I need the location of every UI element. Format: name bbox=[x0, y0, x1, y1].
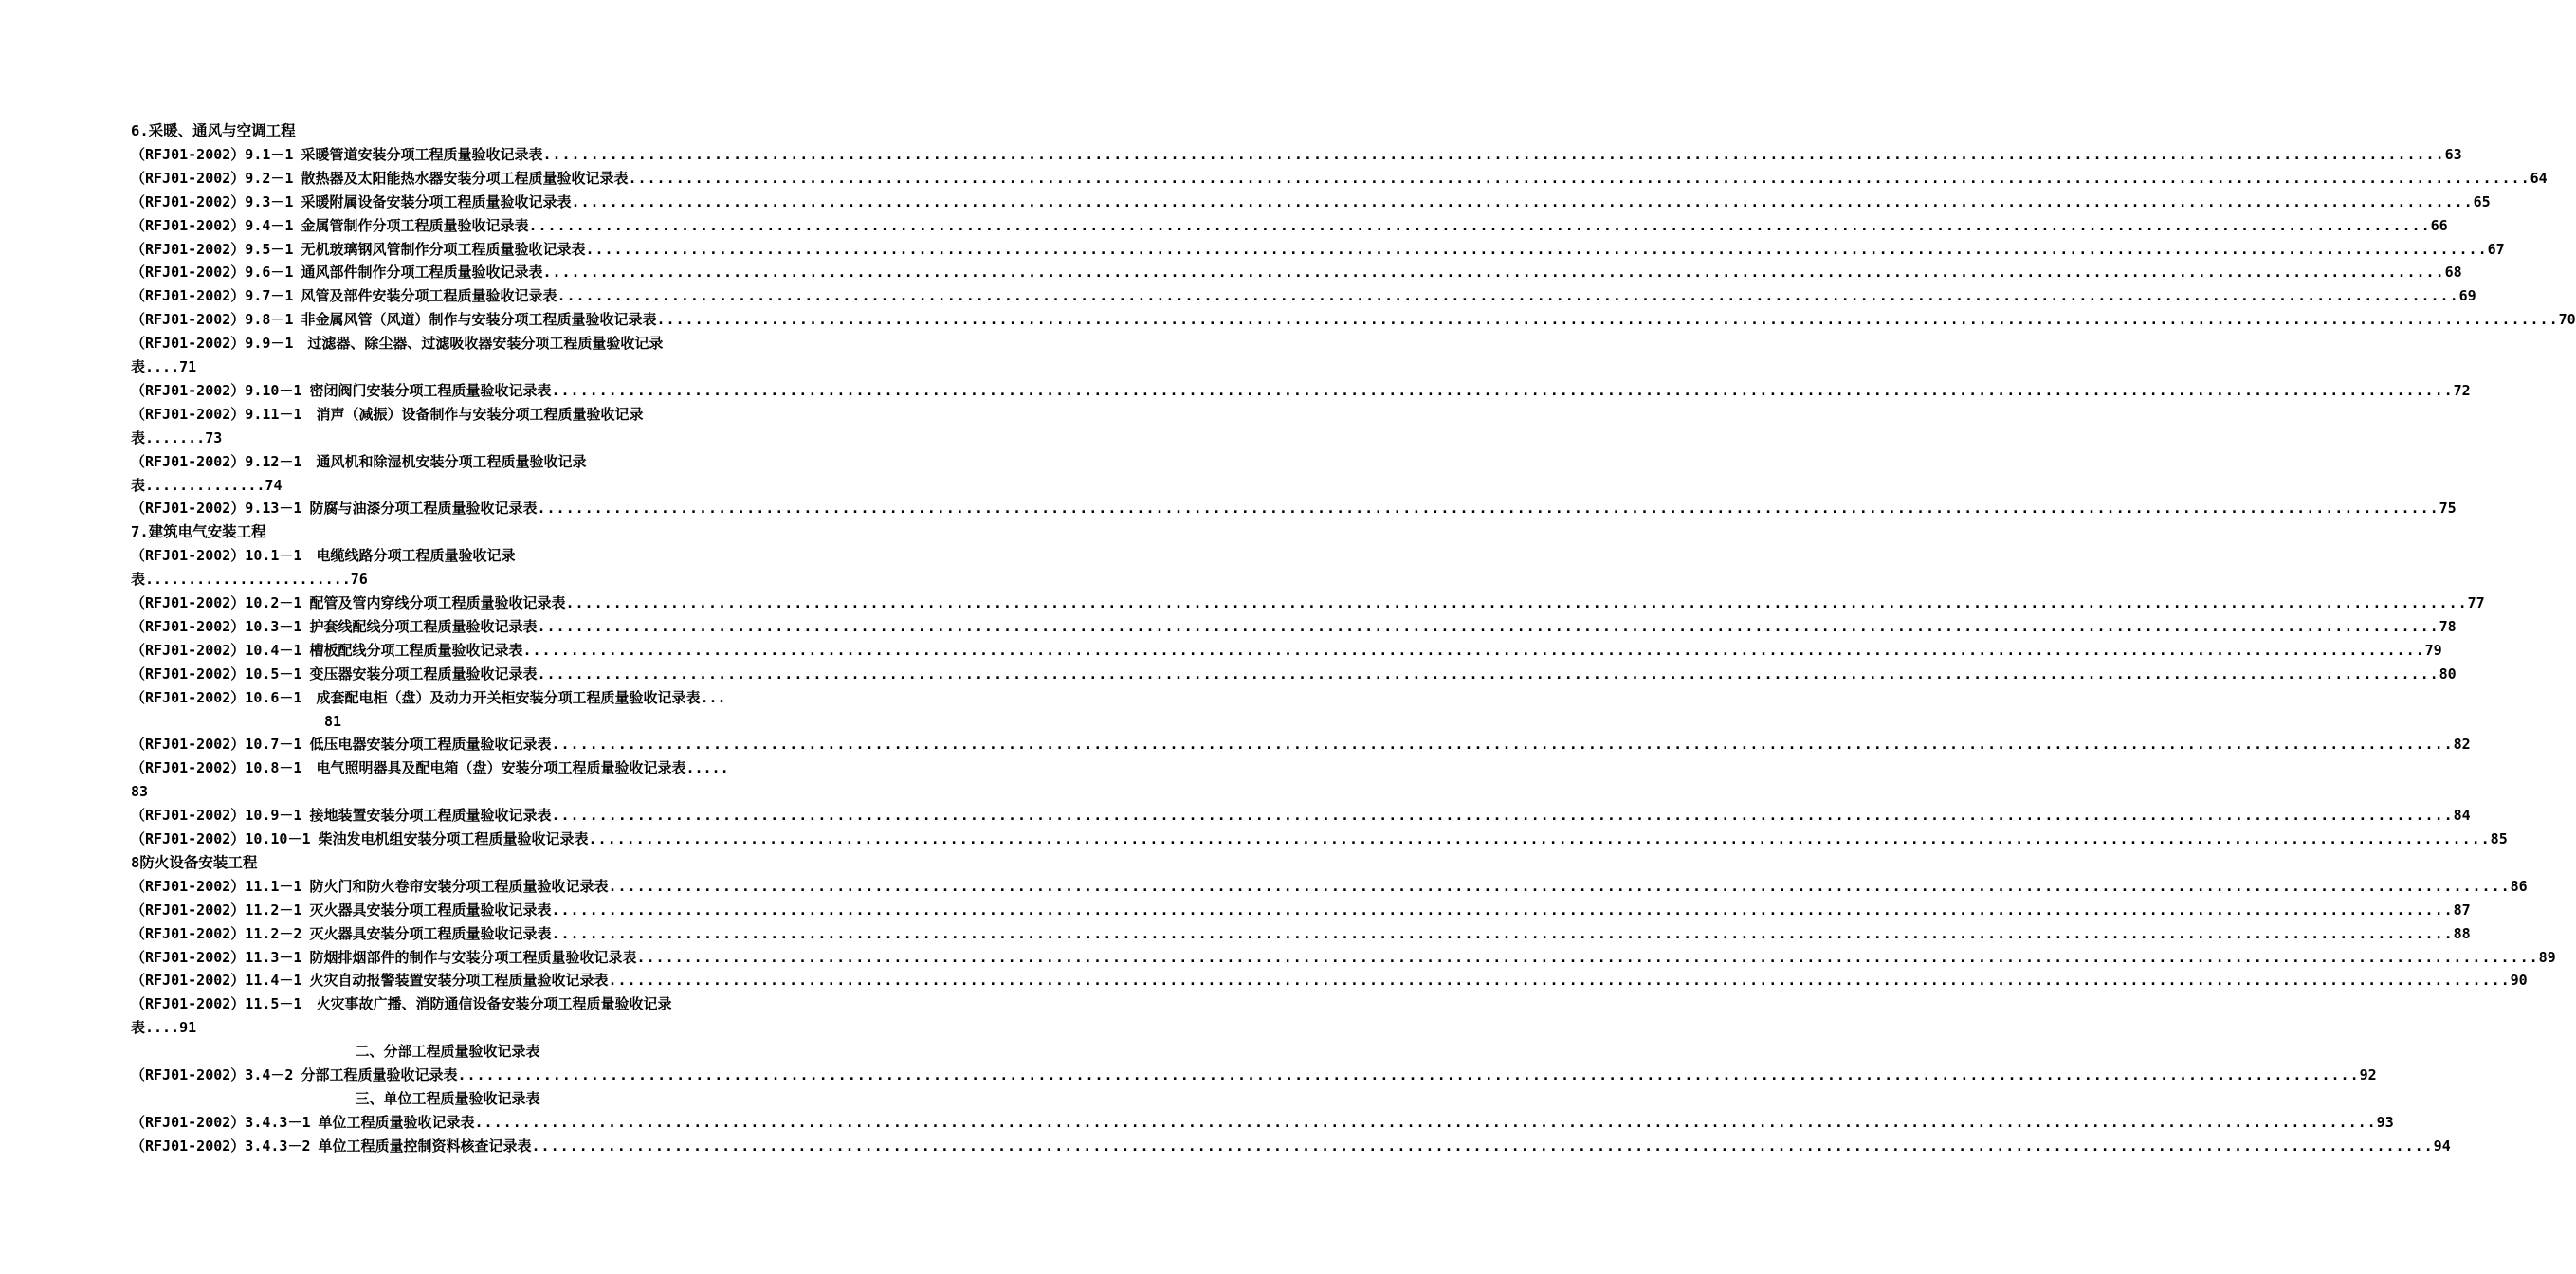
toc-wrapped-page: 81 bbox=[324, 712, 342, 730]
toc-entry-code: （RFJ01-2002）11.2－2 bbox=[131, 924, 302, 942]
toc-entry-wrapped bbox=[131, 355, 764, 379]
toc-entry-page: 69 bbox=[2458, 287, 2476, 305]
toc-entry-title: 无机玻璃钢风管制作分项工程质量验收记录表 bbox=[301, 240, 586, 258]
toc-entry-code: （RFJ01-2002）10.9－1 bbox=[131, 807, 302, 825]
toc-section-heading-text: 8防火设备安装工程 bbox=[131, 853, 258, 871]
toc-entry-text: 表....71 bbox=[131, 358, 197, 375]
toc-leader-dots: ........................................................................................................................................................................................................ bbox=[571, 192, 2474, 210]
toc-entry-code: （RFJ01-2002）9.5－1 bbox=[131, 240, 294, 258]
toc-entry-title: 柴油发电机组安装分项工程质量验收记录表 bbox=[318, 830, 589, 847]
toc-entry-title: 防烟排烟部件的制作与安装分项工程质量验收记录表 bbox=[309, 948, 637, 966]
toc-entry bbox=[131, 639, 2442, 663]
toc-entry-title: 金属管制作分项工程质量验收记录表 bbox=[301, 216, 529, 234]
toc-leader-dots: ........................................................................................................................................................................................................ bbox=[565, 594, 2468, 611]
toc-entry bbox=[131, 284, 2476, 308]
toc-leader-dots: ........................................................................................................................................................................................................ bbox=[557, 287, 2459, 305]
toc-leader-dots: ........................................................................................................................................................................................................ bbox=[537, 617, 2439, 635]
toc-entry-wrapped bbox=[131, 568, 764, 592]
toc-entry bbox=[131, 899, 2471, 922]
toc-entry-code: （RFJ01-2002）11.3－1 bbox=[131, 948, 302, 966]
toc-leader-dots: ........................................................................................................................................................................................................ bbox=[608, 877, 2511, 895]
toc-entry-title: 变压器安装分项工程质量验收记录表 bbox=[309, 664, 538, 682]
toc-entry-title: 散热器及太阳能热水器安装分项工程质量验收记录表 bbox=[301, 169, 629, 187]
toc-entry-wrapped bbox=[131, 780, 764, 804]
toc-entry-title: 火灾自动报警装置安装分项工程质量验收记录表 bbox=[309, 972, 609, 990]
toc-entry-wrapped bbox=[131, 756, 764, 780]
toc-entry-text: 表..............74 bbox=[131, 476, 283, 494]
toc-entry-page: 64 bbox=[2530, 169, 2548, 187]
toc-entry-page: 94 bbox=[2433, 1137, 2451, 1155]
toc-part-heading bbox=[131, 1040, 764, 1064]
toc-entry-title: 通风部件制作分项工程质量验收记录表 bbox=[301, 264, 543, 282]
toc-entry bbox=[131, 922, 2471, 946]
toc-entry-title: 低压电器安装分项工程质量验收记录表 bbox=[309, 736, 552, 754]
toc-section-heading-text: 6.采暖、通风与空调工程 bbox=[131, 122, 296, 139]
toc-entry-code: （RFJ01-2002）9.13－1 bbox=[131, 500, 302, 518]
toc-entry-text: 表........................76 bbox=[131, 571, 368, 589]
toc-entry-code: （RFJ01-2002）10.5－1 bbox=[131, 664, 302, 682]
toc-entry bbox=[131, 969, 2528, 992]
toc-entry-text: （RFJ01-2002）11.5－1 火灾事故广播、消防通信设备安装分项工程质量验收记录 bbox=[131, 995, 672, 1013]
toc-leader-dots: ........................................................................................................................................................................................................ bbox=[551, 924, 2454, 942]
toc-entry-page: 85 bbox=[2490, 830, 2508, 847]
toc-entry-wrapped bbox=[131, 1016, 764, 1040]
toc-entry-page: 84 bbox=[2453, 807, 2471, 825]
toc-section-heading-text: 7.建筑电气安装工程 bbox=[131, 523, 266, 541]
toc-entry bbox=[131, 191, 2491, 214]
toc-leader-dots: ........................................................................................................................................................................................................ bbox=[537, 500, 2439, 518]
toc-section-heading bbox=[131, 851, 764, 875]
toc-entry-code: （RFJ01-2002）3.4.3－1 bbox=[131, 1113, 311, 1131]
toc-leader-dots: ........................................................................................................................................................................................................ bbox=[588, 830, 2491, 847]
toc-leader-dots: ........................................................................................................................................................................................................ bbox=[656, 311, 2559, 329]
toc-entry-text: 83 bbox=[131, 783, 149, 801]
toc-entry bbox=[131, 379, 2471, 403]
toc-page-number-wrap bbox=[324, 710, 514, 734]
toc-entry-page: 77 bbox=[2467, 594, 2485, 611]
toc-entry-title: 灭火器具安装分项工程质量验收记录表 bbox=[309, 924, 552, 942]
toc-entry-title: 护套线配线分项工程质量验收记录表 bbox=[309, 617, 538, 635]
toc-entry bbox=[131, 143, 2462, 167]
toc-section-heading bbox=[131, 119, 764, 143]
toc-entry bbox=[131, 308, 2576, 332]
toc-part-heading-text: 二、分部工程质量验收记录表 bbox=[355, 1043, 540, 1061]
toc-leader-dots: ........................................................................................................................................................................................................ bbox=[474, 1113, 2377, 1131]
toc-leader-dots: ........................................................................................................................................................................................................ bbox=[585, 240, 2488, 258]
toc-entry bbox=[131, 1064, 2377, 1087]
toc-entry-page: 90 bbox=[2510, 972, 2528, 990]
toc-entry-code: （RFJ01-2002）9.7－1 bbox=[131, 287, 294, 305]
toc-entry-page: 93 bbox=[2376, 1113, 2394, 1131]
toc-entry-title: 接地装置安装分项工程质量验收记录表 bbox=[309, 807, 552, 825]
toc-entry-code: （RFJ01-2002）9.6－1 bbox=[131, 264, 294, 282]
toc-entry-title: 配管及管内穿线分项工程质量验收记录表 bbox=[309, 594, 566, 611]
toc-entry-page: 79 bbox=[2424, 641, 2442, 659]
toc-entry-code: （RFJ01-2002）9.10－1 bbox=[131, 381, 302, 399]
toc-entry-title: 单位工程质量控制资料核查记录表 bbox=[318, 1137, 532, 1155]
toc-entry bbox=[131, 875, 2528, 899]
toc-entry-wrapped bbox=[131, 427, 764, 450]
toc-entry-page: 87 bbox=[2453, 901, 2471, 919]
toc-entry-title: 防火门和防火卷帘安装分项工程质量验收记录表 bbox=[309, 877, 609, 895]
toc-entry-page: 68 bbox=[2444, 264, 2462, 282]
toc-leader-dots: ........................................................................................................................................................................................................ bbox=[537, 664, 2439, 682]
toc-entry-code: （RFJ01-2002）10.2－1 bbox=[131, 594, 302, 611]
toc-entry-title: 采暖附属设备安装分项工程质量验收记录表 bbox=[301, 192, 572, 210]
toc-entry bbox=[131, 804, 2471, 828]
toc-entry-wrapped bbox=[131, 992, 764, 1016]
toc-entry bbox=[131, 663, 2457, 686]
toc-entry-title: 采暖管道安装分项工程质量验收记录表 bbox=[301, 145, 543, 163]
toc-entry-title: 密闭阀门安装分项工程质量验收记录表 bbox=[309, 381, 552, 399]
toc-part-heading bbox=[131, 1087, 764, 1111]
toc-entry-text: （RFJ01-2002）10.8－1 电气照明器具及配电箱（盘）安装分项工程质量验收记录表..... bbox=[131, 759, 729, 777]
toc-entry-code: （RFJ01-2002）9.4－1 bbox=[131, 216, 294, 234]
toc-leader-dots: ........................................................................................................................................................................................................ bbox=[551, 381, 2454, 399]
toc-entry-title: 分部工程质量验收记录表 bbox=[301, 1066, 458, 1083]
toc-entry-text: （RFJ01-2002）10.6－1 成套配电柜（盘）及动力开关柜安装分项工程质量验收记录表... bbox=[131, 688, 726, 706]
toc-entry-code: （RFJ01-2002）3.4.3－2 bbox=[131, 1137, 311, 1155]
toc-entry-wrapped bbox=[131, 544, 764, 568]
toc-entry bbox=[131, 497, 2457, 520]
toc-entry-page: 92 bbox=[2359, 1066, 2377, 1083]
toc-entry-code: （RFJ01-2002）9.2－1 bbox=[131, 169, 294, 187]
toc-entry-text: （RFJ01-2002）10.1－1 电缆线路分项工程质量验收记录 bbox=[131, 547, 516, 565]
toc-entry-code: （RFJ01-2002）10.10－1 bbox=[131, 830, 311, 847]
toc-entry-page: 86 bbox=[2510, 877, 2528, 895]
toc-entry-code: （RFJ01-2002）9.1－1 bbox=[131, 145, 294, 163]
toc-entry-code: （RFJ01-2002）3.4－2 bbox=[131, 1066, 294, 1083]
toc-entry-page: 88 bbox=[2453, 924, 2471, 942]
toc-entry-title: 单位工程质量验收记录表 bbox=[318, 1113, 475, 1131]
toc-leader-dots: ........................................................................................................................................................................................................ bbox=[628, 169, 2530, 187]
toc-entry-code: （RFJ01-2002）10.7－1 bbox=[131, 736, 302, 754]
toc-entry-code: （RFJ01-2002）11.4－1 bbox=[131, 972, 302, 990]
toc-entry-page: 78 bbox=[2439, 617, 2457, 635]
toc-entry-title: 槽板配线分项工程质量验收记录表 bbox=[309, 641, 523, 659]
toc-entry-text: （RFJ01-2002）9.11－1 消声（减振）设备制作与安装分项工程质量验收记录 bbox=[131, 405, 644, 423]
toc-entry-page: 67 bbox=[2487, 240, 2505, 258]
toc-leader-dots: ........................................................................................................................................................................................................ bbox=[542, 264, 2445, 282]
toc-entry bbox=[131, 733, 2471, 756]
toc-entry-text: （RFJ01-2002）9.12－1 通风机和除湿机安装分项工程质量验收记录 bbox=[131, 452, 587, 470]
toc-entry bbox=[131, 615, 2457, 639]
toc-entry-code: （RFJ01-2002）9.3－1 bbox=[131, 192, 294, 210]
toc-entry-page: 65 bbox=[2473, 192, 2491, 210]
toc-entry bbox=[131, 214, 2448, 238]
toc-entry-page: 80 bbox=[2439, 664, 2457, 682]
toc-entry bbox=[131, 1111, 2394, 1135]
toc-entry-page: 75 bbox=[2439, 500, 2457, 518]
toc-entry-page: 70 bbox=[2558, 311, 2576, 329]
toc-leader-dots: ........................................................................................................................................................................................................ bbox=[531, 1137, 2434, 1155]
toc-entry-code: （RFJ01-2002）10.4－1 bbox=[131, 641, 302, 659]
toc-entry-page: 66 bbox=[2430, 216, 2448, 234]
toc-entry-page: 82 bbox=[2453, 736, 2471, 754]
toc-entry-page: 63 bbox=[2444, 145, 2462, 163]
toc-entry bbox=[131, 946, 2556, 970]
toc-section-heading bbox=[131, 520, 764, 544]
toc-entry-code: （RFJ01-2002）11.2－1 bbox=[131, 901, 302, 919]
toc-entry-wrapped bbox=[131, 403, 764, 427]
toc-leader-dots: ........................................................................................................................................................................................................ bbox=[636, 948, 2539, 966]
toc-entry-title: 非金属风管（风道）制作与安装分项工程质量验收记录表 bbox=[301, 311, 657, 329]
toc-entry-wrapped bbox=[131, 686, 764, 710]
toc-part-heading-text: 三、单位工程质量验收记录表 bbox=[355, 1089, 540, 1107]
toc-entry-title: 风管及部件安装分项工程质量验收记录表 bbox=[301, 287, 557, 305]
toc-entry-text: 表.......73 bbox=[131, 428, 223, 446]
toc-leader-dots: ........................................................................................................................................................................................................ bbox=[608, 972, 2511, 990]
toc-entry bbox=[131, 828, 2508, 851]
toc-entry-code: （RFJ01-2002）10.3－1 bbox=[131, 617, 302, 635]
toc-leader-dots: ........................................................................................................................................................................................................ bbox=[551, 807, 2454, 825]
toc-entry-code: （RFJ01-2002）9.8－1 bbox=[131, 311, 294, 329]
toc-leader-dots: ........................................................................................................................................................................................................ bbox=[522, 641, 2425, 659]
toc-leader-dots: ........................................................................................................................................................................................................ bbox=[528, 216, 2431, 234]
toc-entry-title: 灭火器具安装分项工程质量验收记录表 bbox=[309, 901, 552, 919]
toc-entry-wrapped bbox=[131, 332, 764, 355]
toc-entry bbox=[131, 592, 2485, 615]
toc-leader-dots: ........................................................................................................................................................................................................ bbox=[457, 1066, 2360, 1083]
toc-entry bbox=[131, 261, 2462, 284]
toc-entry-wrapped bbox=[131, 450, 764, 474]
toc-leader-dots: ........................................................................................................................................................................................................ bbox=[551, 901, 2454, 919]
toc-entry-title: 防腐与油漆分项工程质量验收记录表 bbox=[309, 500, 538, 518]
toc-entry-wrapped bbox=[131, 474, 764, 498]
toc-entry bbox=[131, 238, 2505, 262]
toc-entry-text: （RFJ01-2002）9.9－1 过滤器、除尘器、过滤吸收器安装分项工程质量验收记录 bbox=[131, 335, 664, 353]
toc-entry-page: 72 bbox=[2453, 381, 2471, 399]
toc-entry-text: 表....91 bbox=[131, 1019, 197, 1037]
toc-entry-code: （RFJ01-2002）11.1－1 bbox=[131, 877, 302, 895]
toc-entry bbox=[131, 1135, 2451, 1158]
toc-entry-page: 89 bbox=[2538, 948, 2556, 966]
toc-leader-dots: ........................................................................................................................................................................................................ bbox=[551, 736, 2454, 754]
toc-leader-dots: ........................................................................................................................................................................................................ bbox=[542, 145, 2445, 163]
toc-entry bbox=[131, 167, 2548, 191]
